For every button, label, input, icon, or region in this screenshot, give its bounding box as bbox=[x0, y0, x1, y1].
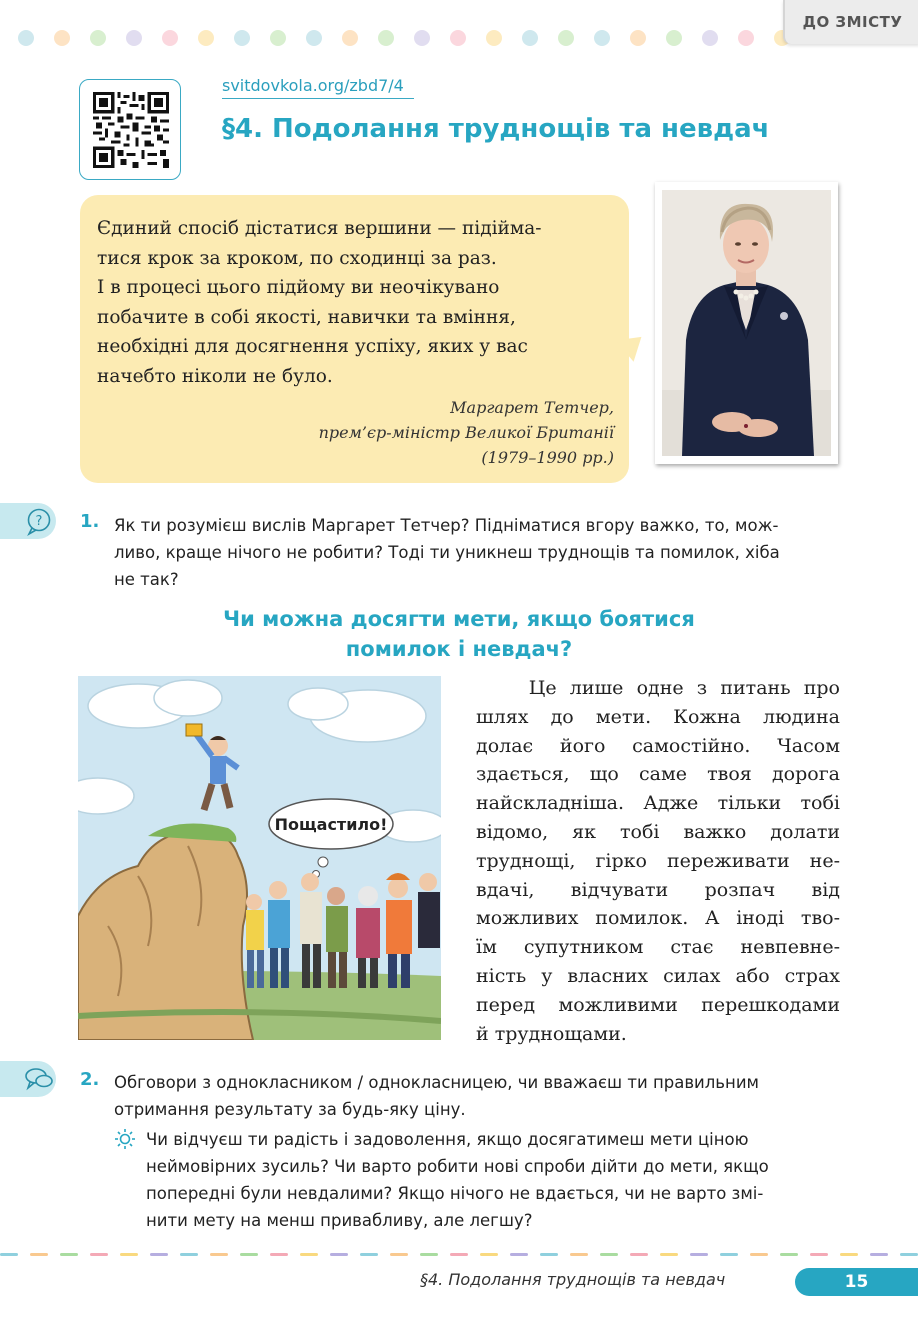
sun-bullet-icon bbox=[114, 1128, 136, 1150]
lesson-title: §4. Подолання труднощів та невдач bbox=[222, 114, 770, 144]
section-subheading bbox=[0, 604, 918, 664]
quote-author: Маргарет Тетчер, bbox=[450, 398, 614, 417]
task-2-subquestions bbox=[146, 1126, 769, 1234]
task-1-text bbox=[114, 512, 780, 593]
decor-dash bbox=[390, 1253, 408, 1256]
quote-attribution bbox=[319, 395, 614, 470]
body-line: ність у власних силах або страх bbox=[476, 964, 840, 987]
qr-code[interactable] bbox=[79, 79, 181, 180]
quote-author-role: прем’єр-міністр Великої Британії bbox=[318, 423, 614, 442]
body-line: відомо, як тобі важко долати bbox=[476, 820, 840, 843]
mountain-climber-illustration bbox=[78, 676, 441, 1040]
subheading-line-2: помилок і невдач? bbox=[345, 637, 573, 661]
decor-dash bbox=[540, 1253, 558, 1256]
discussion-marker bbox=[0, 1061, 56, 1097]
decor-dot bbox=[18, 30, 34, 46]
body-line: вдачі, відчувати розпач від bbox=[476, 878, 840, 901]
task-2-sub-line: попередні були невдалими? Якщо нічого не вдається, чи не варто змі- bbox=[146, 1184, 764, 1203]
body-line: долає його самостійно. Часом bbox=[476, 734, 840, 757]
decor-dash bbox=[570, 1253, 588, 1256]
task-1-line: ливо, краще нічого не робити? Тоді ти уникнеш труднощів та помилок, хіба bbox=[114, 543, 780, 562]
qr-code-icon bbox=[93, 92, 169, 168]
decor-dot bbox=[306, 30, 322, 46]
body-line: шлях до мети. Кожна людина bbox=[476, 705, 840, 728]
decor-dot bbox=[198, 30, 214, 46]
decor-dot bbox=[234, 30, 250, 46]
illustration-bubble-text: Пощастило! bbox=[274, 815, 388, 834]
decor-dash bbox=[210, 1253, 228, 1256]
decor-dash bbox=[180, 1253, 198, 1256]
task-2-number: 2. bbox=[80, 1069, 100, 1090]
quote-line: І в процесі цього підйому ви неочікувано bbox=[97, 277, 500, 298]
decor-dot bbox=[90, 30, 106, 46]
decor-dash bbox=[90, 1253, 108, 1256]
decor-dash bbox=[480, 1253, 498, 1256]
decor-dash bbox=[420, 1253, 438, 1256]
decor-dash bbox=[900, 1253, 918, 1256]
decor-dot bbox=[378, 30, 394, 46]
toc-label: ДО ЗМІСТУ bbox=[802, 13, 903, 31]
table-of-contents-button[interactable] bbox=[783, 0, 918, 44]
quote-line: необхідні для досягнення успіху, яких у вас bbox=[97, 336, 528, 357]
decor-dot bbox=[630, 30, 646, 46]
footer-dashed-line bbox=[0, 1253, 918, 1257]
decor-dot bbox=[450, 30, 466, 46]
decor-dash bbox=[690, 1253, 708, 1256]
decor-dash bbox=[240, 1253, 258, 1256]
decor-dash bbox=[660, 1253, 678, 1256]
body-line: труднощі, гірко переживати не- bbox=[476, 849, 840, 872]
decor-dot bbox=[558, 30, 574, 46]
decor-dash bbox=[630, 1253, 648, 1256]
decor-dot bbox=[342, 30, 358, 46]
decor-dash bbox=[60, 1253, 78, 1256]
illustration bbox=[78, 676, 441, 1040]
decor-dash bbox=[120, 1253, 138, 1256]
page-number bbox=[795, 1268, 918, 1296]
link-underline bbox=[222, 98, 414, 99]
body-line: можливих помилок. А іноді тво- bbox=[476, 907, 840, 930]
qr-link[interactable]: svitdovkola.org/zbd7/4 bbox=[222, 76, 404, 95]
decor-dot bbox=[522, 30, 538, 46]
decor-dash bbox=[600, 1253, 618, 1256]
question-bubble-icon bbox=[24, 506, 54, 536]
task-1-number: 1. bbox=[80, 511, 100, 532]
decor-dash bbox=[450, 1253, 468, 1256]
task-2-text bbox=[114, 1069, 759, 1123]
task-2-line: отримання результату за будь-яку ціну. bbox=[114, 1100, 466, 1119]
quote-line: начебто ніколи не було. bbox=[97, 365, 333, 387]
footer-title: §4. Подолання труднощів та невдач bbox=[420, 1270, 726, 1289]
quote-line: тися крок за кроком, по сходинці за раз. bbox=[97, 247, 497, 269]
body-paragraph bbox=[476, 674, 840, 1048]
body-line: Це лише одне з питань про bbox=[476, 677, 840, 699]
decor-dot bbox=[162, 30, 178, 46]
portrait-image bbox=[662, 190, 831, 456]
task-1-line: не так? bbox=[114, 570, 179, 589]
decor-dot bbox=[270, 30, 286, 46]
decor-dot bbox=[126, 30, 142, 46]
quote-author-years: (1979–1990 рр.) bbox=[481, 448, 614, 467]
task-2-line: Обговори з однокласником / однокласницею, чи вважаєш ти правильним bbox=[114, 1073, 759, 1092]
decor-dash bbox=[270, 1253, 288, 1256]
decor-dash bbox=[360, 1253, 378, 1256]
decor-dot bbox=[702, 30, 718, 46]
question-marker bbox=[0, 503, 56, 539]
quote-text bbox=[97, 214, 617, 391]
decor-dash bbox=[780, 1253, 798, 1256]
subheading-line-1: Чи можна досягти мети, якщо боятися bbox=[223, 607, 695, 631]
decor-dot bbox=[594, 30, 610, 46]
sun-icon bbox=[114, 1128, 136, 1150]
decor-dot bbox=[54, 30, 70, 46]
decor-dot bbox=[666, 30, 682, 46]
decor-dot bbox=[414, 30, 430, 46]
task-1-line: Як ти розумієш вислів Маргарет Тетчер? Підніматися вгору важко, то, мож- bbox=[114, 516, 779, 535]
body-line: перед можливими перешкодами bbox=[476, 993, 840, 1016]
decor-dash bbox=[870, 1253, 888, 1256]
body-line: їм супутником стає невпевне- bbox=[476, 936, 840, 959]
page-number-value: 15 bbox=[844, 1272, 869, 1292]
decor-dash bbox=[750, 1253, 768, 1256]
decor-dot bbox=[738, 30, 754, 46]
task-2-sub-line: Чи відчуєш ти радість і задоволення, якщо досягатимеш мети ціною bbox=[146, 1130, 749, 1149]
quote-line: Єдиний спосіб дістатися вершини — підійма- bbox=[97, 218, 542, 239]
decor-dash bbox=[330, 1253, 348, 1256]
decor-dash bbox=[0, 1253, 18, 1256]
decor-dash bbox=[720, 1253, 738, 1256]
svg-text:?: ? bbox=[35, 514, 43, 529]
decor-dash bbox=[840, 1253, 858, 1256]
task-2-sub-line: нити мету на менш привабливу, але легшу? bbox=[146, 1211, 533, 1230]
decor-dash bbox=[30, 1253, 48, 1256]
body-line: найскладніша. Адже тільки тобі bbox=[476, 792, 840, 815]
discussion-bubbles-icon bbox=[24, 1064, 54, 1094]
decor-dash bbox=[510, 1253, 528, 1256]
portrait-photo bbox=[655, 182, 838, 464]
body-line: здається, що саме твоя дорога bbox=[476, 763, 840, 786]
body-line: й труднощами. bbox=[476, 1022, 627, 1045]
decor-dot bbox=[486, 30, 502, 46]
decor-dash bbox=[150, 1253, 168, 1256]
task-2-sub-line: неймовірних зусиль? Чи варто робити нові спроби дійти до мети, якщо bbox=[146, 1157, 769, 1176]
decor-dash bbox=[300, 1253, 318, 1256]
decor-dash bbox=[810, 1253, 828, 1256]
quote-line: побачите в собі якості, навички та вміння, bbox=[97, 306, 516, 328]
top-dots-decoration bbox=[18, 30, 788, 46]
